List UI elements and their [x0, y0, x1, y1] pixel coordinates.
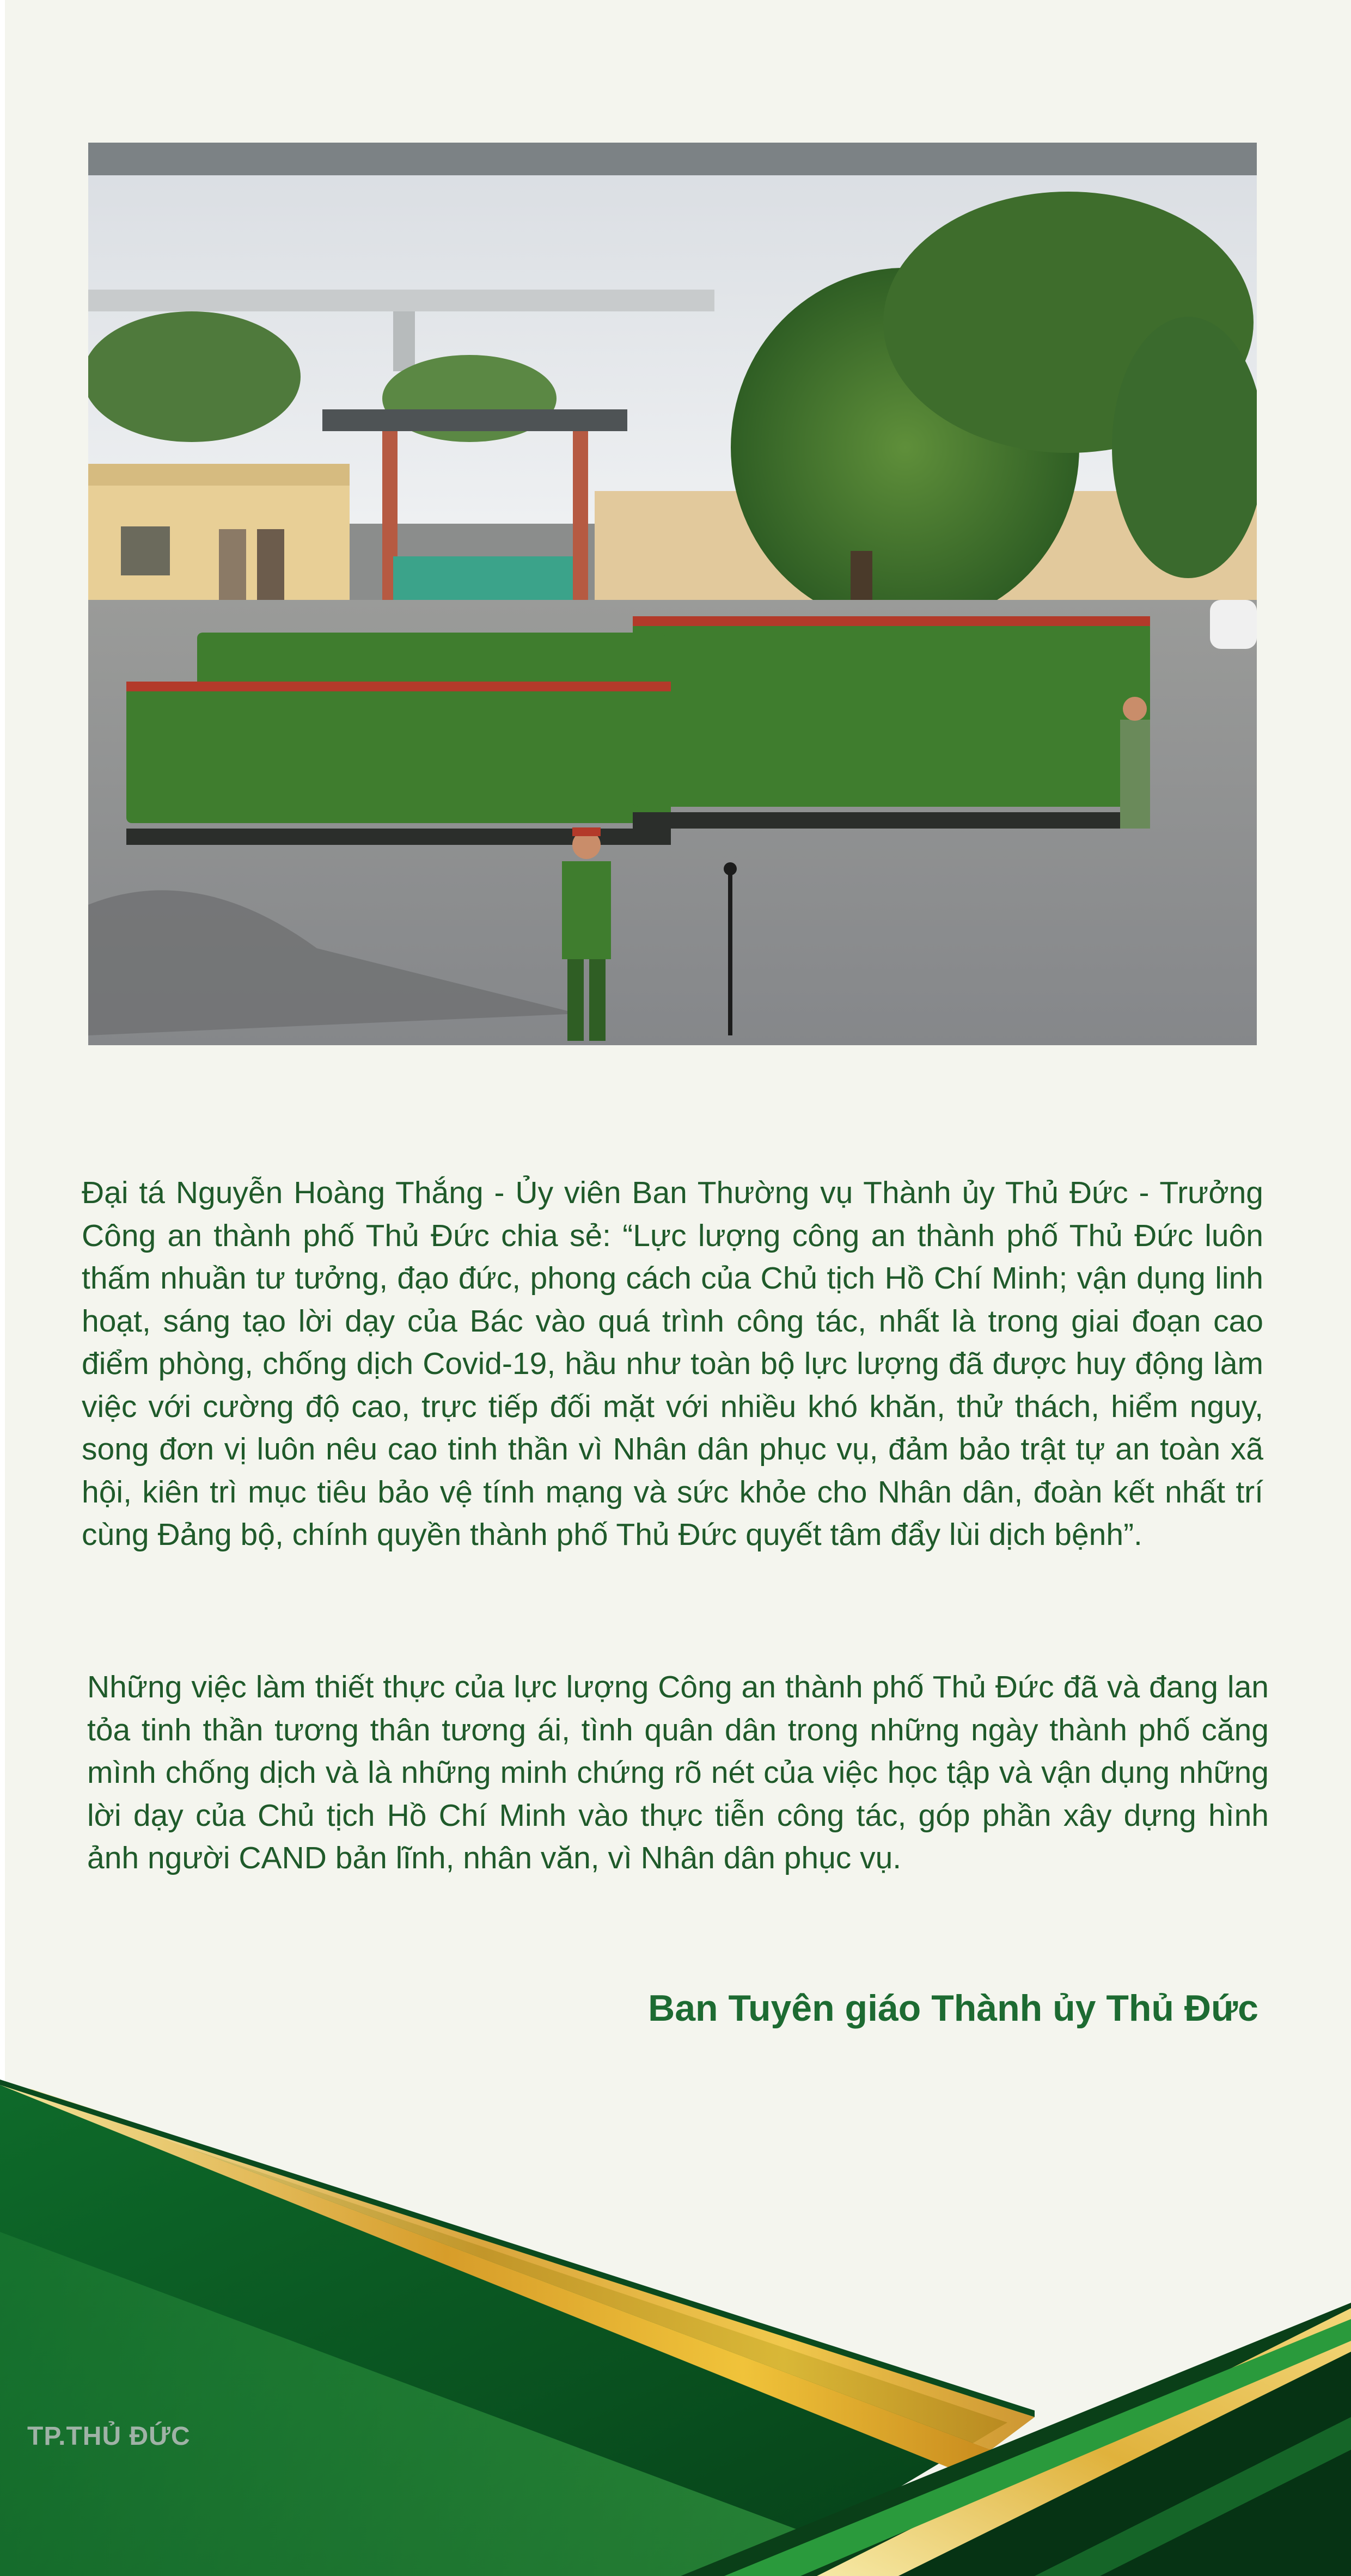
- officers-saluting-photo: [88, 143, 1257, 1045]
- article-paragraph-quote: Đại tá Nguyễn Hoàng Thắng - Ủy viên Ban Thường vụ Thành ủy Thủ Đức - Trưởng Công an thành phố Thủ Đức chia sẻ: “Lực lượng công an thành phố Thủ Đức luôn thấm nhuần tư tưởng, đạo đức, phong cách của Chủ tịch Hồ Chí Minh; vận dụng linh hoạt, sáng tạo lời dạy của Bác vào quá trình công tác, nhất là trong giai đoạn cao điểm phòng, chống dịch Covid-19, hầu như toàn bộ lực lượng đã được huy động làm việc với cường độ cao, trực tiếp đối mặt với nhiều khó khăn, thử thách, hiểm nguy, song đơn vị luôn nêu cao tinh thần vì Nhân dân phục vụ, đảm bảo trật tự an toàn xã hội, kiên trì mục tiêu bảo vệ tính mạng và sức khỏe cho Nhân dân, đoàn kết nhất trí cùng Đảng bộ, chính quyền thành phố Thủ Đức quyết tâm đẩy lùi dịch bệnh”.: [82, 1175, 1263, 1552]
- photo-illustration: [88, 143, 1257, 1045]
- footer-bands-illustration: [0, 2069, 1351, 2576]
- brand-label: TP.THỦ ĐỨC: [27, 2422, 191, 2451]
- article-signature: Ban Tuyên giáo Thành ủy Thủ Đức: [648, 1988, 1258, 2029]
- footer-decoration: [0, 2069, 1351, 2576]
- article-paragraph-conclusion: Những việc làm thiết thực của lực lượng Công an thành phố Thủ Đức đã và đang lan tỏa tinh thần tương thân tương ái, tình quân dân trong những ngày thành phố căng mình chống dịch và là những minh chứng rõ nét của việc học tập và vận dụng những lời dạy của Chủ tịch Hồ Chí Minh vào thực tiễn công tác, góp phần xây dựng hình ảnh người CAND bản lĩnh, nhân văn, vì Nhân dân phục vụ.: [87, 1670, 1269, 1875]
